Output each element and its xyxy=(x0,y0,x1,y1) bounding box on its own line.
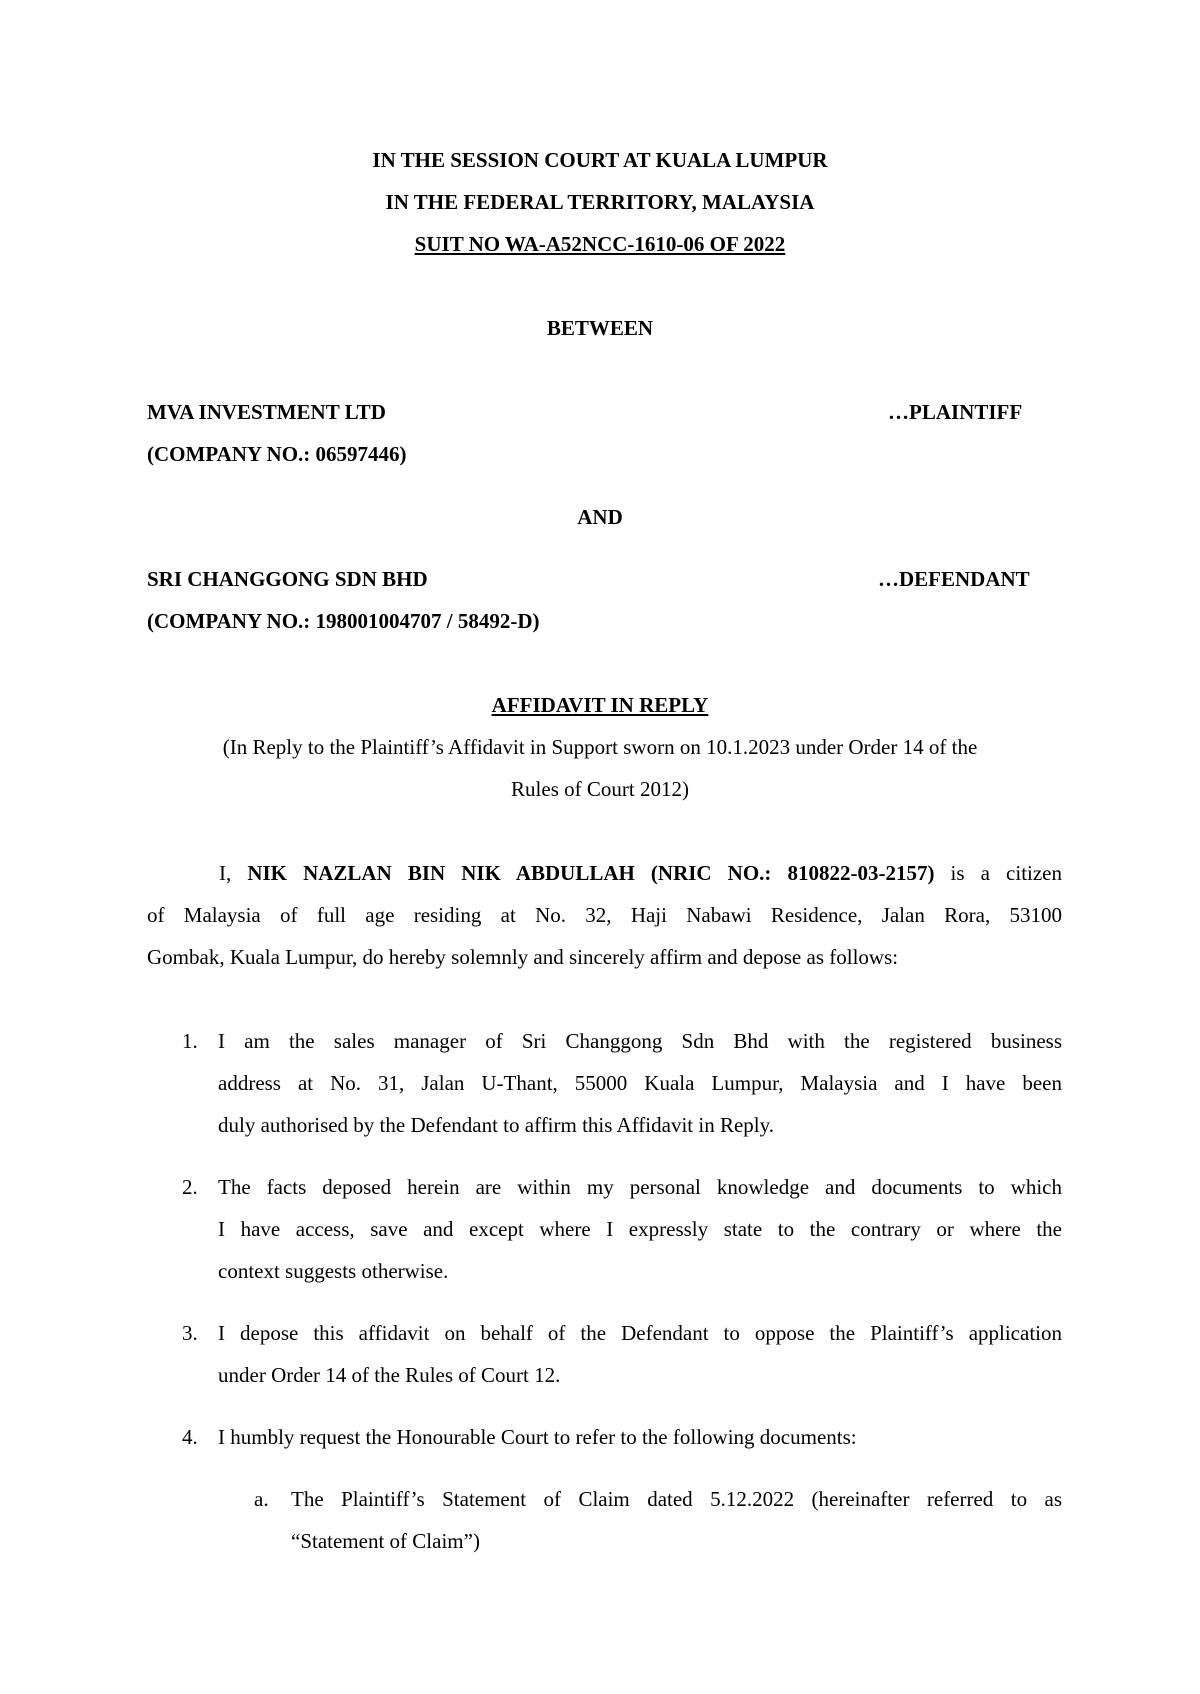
paragraph-line: I depose this affidavit on behalf of the Defendant to oppose the Plaintiff’s application xyxy=(218,1321,1062,1345)
title-subline-2: Rules of Court 2012) xyxy=(511,777,689,801)
paragraph-line: duly authorised by the Defendant to affirm this Affidavit in Reply. xyxy=(218,1113,775,1137)
paragraph-number: 3. xyxy=(182,1321,198,1345)
deponent-name: NIK NAZLAN BIN NIK ABDULLAH (NRIC NO.: 810822-03-2157) xyxy=(247,861,935,885)
document-title: AFFIDAVIT IN REPLY xyxy=(491,693,709,717)
paragraph-number: 1. xyxy=(182,1029,198,1053)
and-label: AND xyxy=(577,505,623,529)
plaintiff-name: MVA INVESTMENT LTD xyxy=(147,400,386,424)
suit-number: SUIT NO WA-A52NCC-1610-06 OF 2022 xyxy=(414,232,786,256)
intro-line-2: of Malaysia of full age residing at No. 32, Haji Nabawi Residence, Jalan Rora, 53100 xyxy=(147,903,1062,927)
between-label: BETWEEN xyxy=(546,316,654,340)
plaintiff-company-no: (COMPANY NO.: 06597446) xyxy=(147,442,407,466)
intro-line-3: Gombak, Kuala Lumpur, do hereby solemnly and sincerely affirm and depose as follows: xyxy=(147,945,899,969)
paragraph-number: 2. xyxy=(182,1175,198,1199)
paragraph-line: I humbly request the Honourable Court to refer to the following documents: xyxy=(218,1425,857,1449)
defendant-company-no: (COMPANY NO.: 198001004707 / 58492-D) xyxy=(147,609,540,633)
intro-line-1: I, NIK NAZLAN BIN NIK ABDULLAH (NRIC NO.: 810822-03-2157) is a citizen xyxy=(219,861,1063,885)
sub-item-line: The Plaintiff’s Statement of Claim dated 5.12.2022 (hereinafter referred to as xyxy=(291,1487,1062,1511)
defendant-name: SRI CHANGGONG SDN BHD xyxy=(147,567,428,591)
paragraph-line: The facts deposed herein are within my personal knowledge and documents to which xyxy=(218,1175,1062,1199)
sub-item-line: “Statement of Claim”) xyxy=(291,1529,480,1553)
court-territory-line: IN THE FEDERAL TERRITORY, MALAYSIA xyxy=(385,190,815,214)
paragraph-line: under Order 14 of the Rules of Court 12. xyxy=(218,1363,561,1387)
paragraph-line: address at No. 31, Jalan U-Thant, 55000 Kuala Lumpur, Malaysia and I have been xyxy=(218,1071,1062,1095)
paragraph-line: context suggests otherwise. xyxy=(218,1259,449,1283)
paragraph-line: I am the sales manager of Sri Changgong Sdn Bhd with the registered business xyxy=(218,1029,1062,1053)
sub-item-letter: a. xyxy=(254,1487,269,1511)
paragraph-line: I have access, save and except where I expressly state to the contrary or where the xyxy=(218,1217,1062,1241)
plaintiff-role: …PLAINTIFF xyxy=(888,400,1023,424)
title-subline-1: (In Reply to the Plaintiff’s Affidavit in Support sworn on 10.1.2023 under Order 14 of the xyxy=(222,735,978,759)
court-name-line: IN THE SESSION COURT AT KUALA LUMPUR xyxy=(372,148,828,172)
paragraph-number: 4. xyxy=(182,1425,198,1449)
defendant-role: …DEFENDANT xyxy=(878,567,1030,591)
